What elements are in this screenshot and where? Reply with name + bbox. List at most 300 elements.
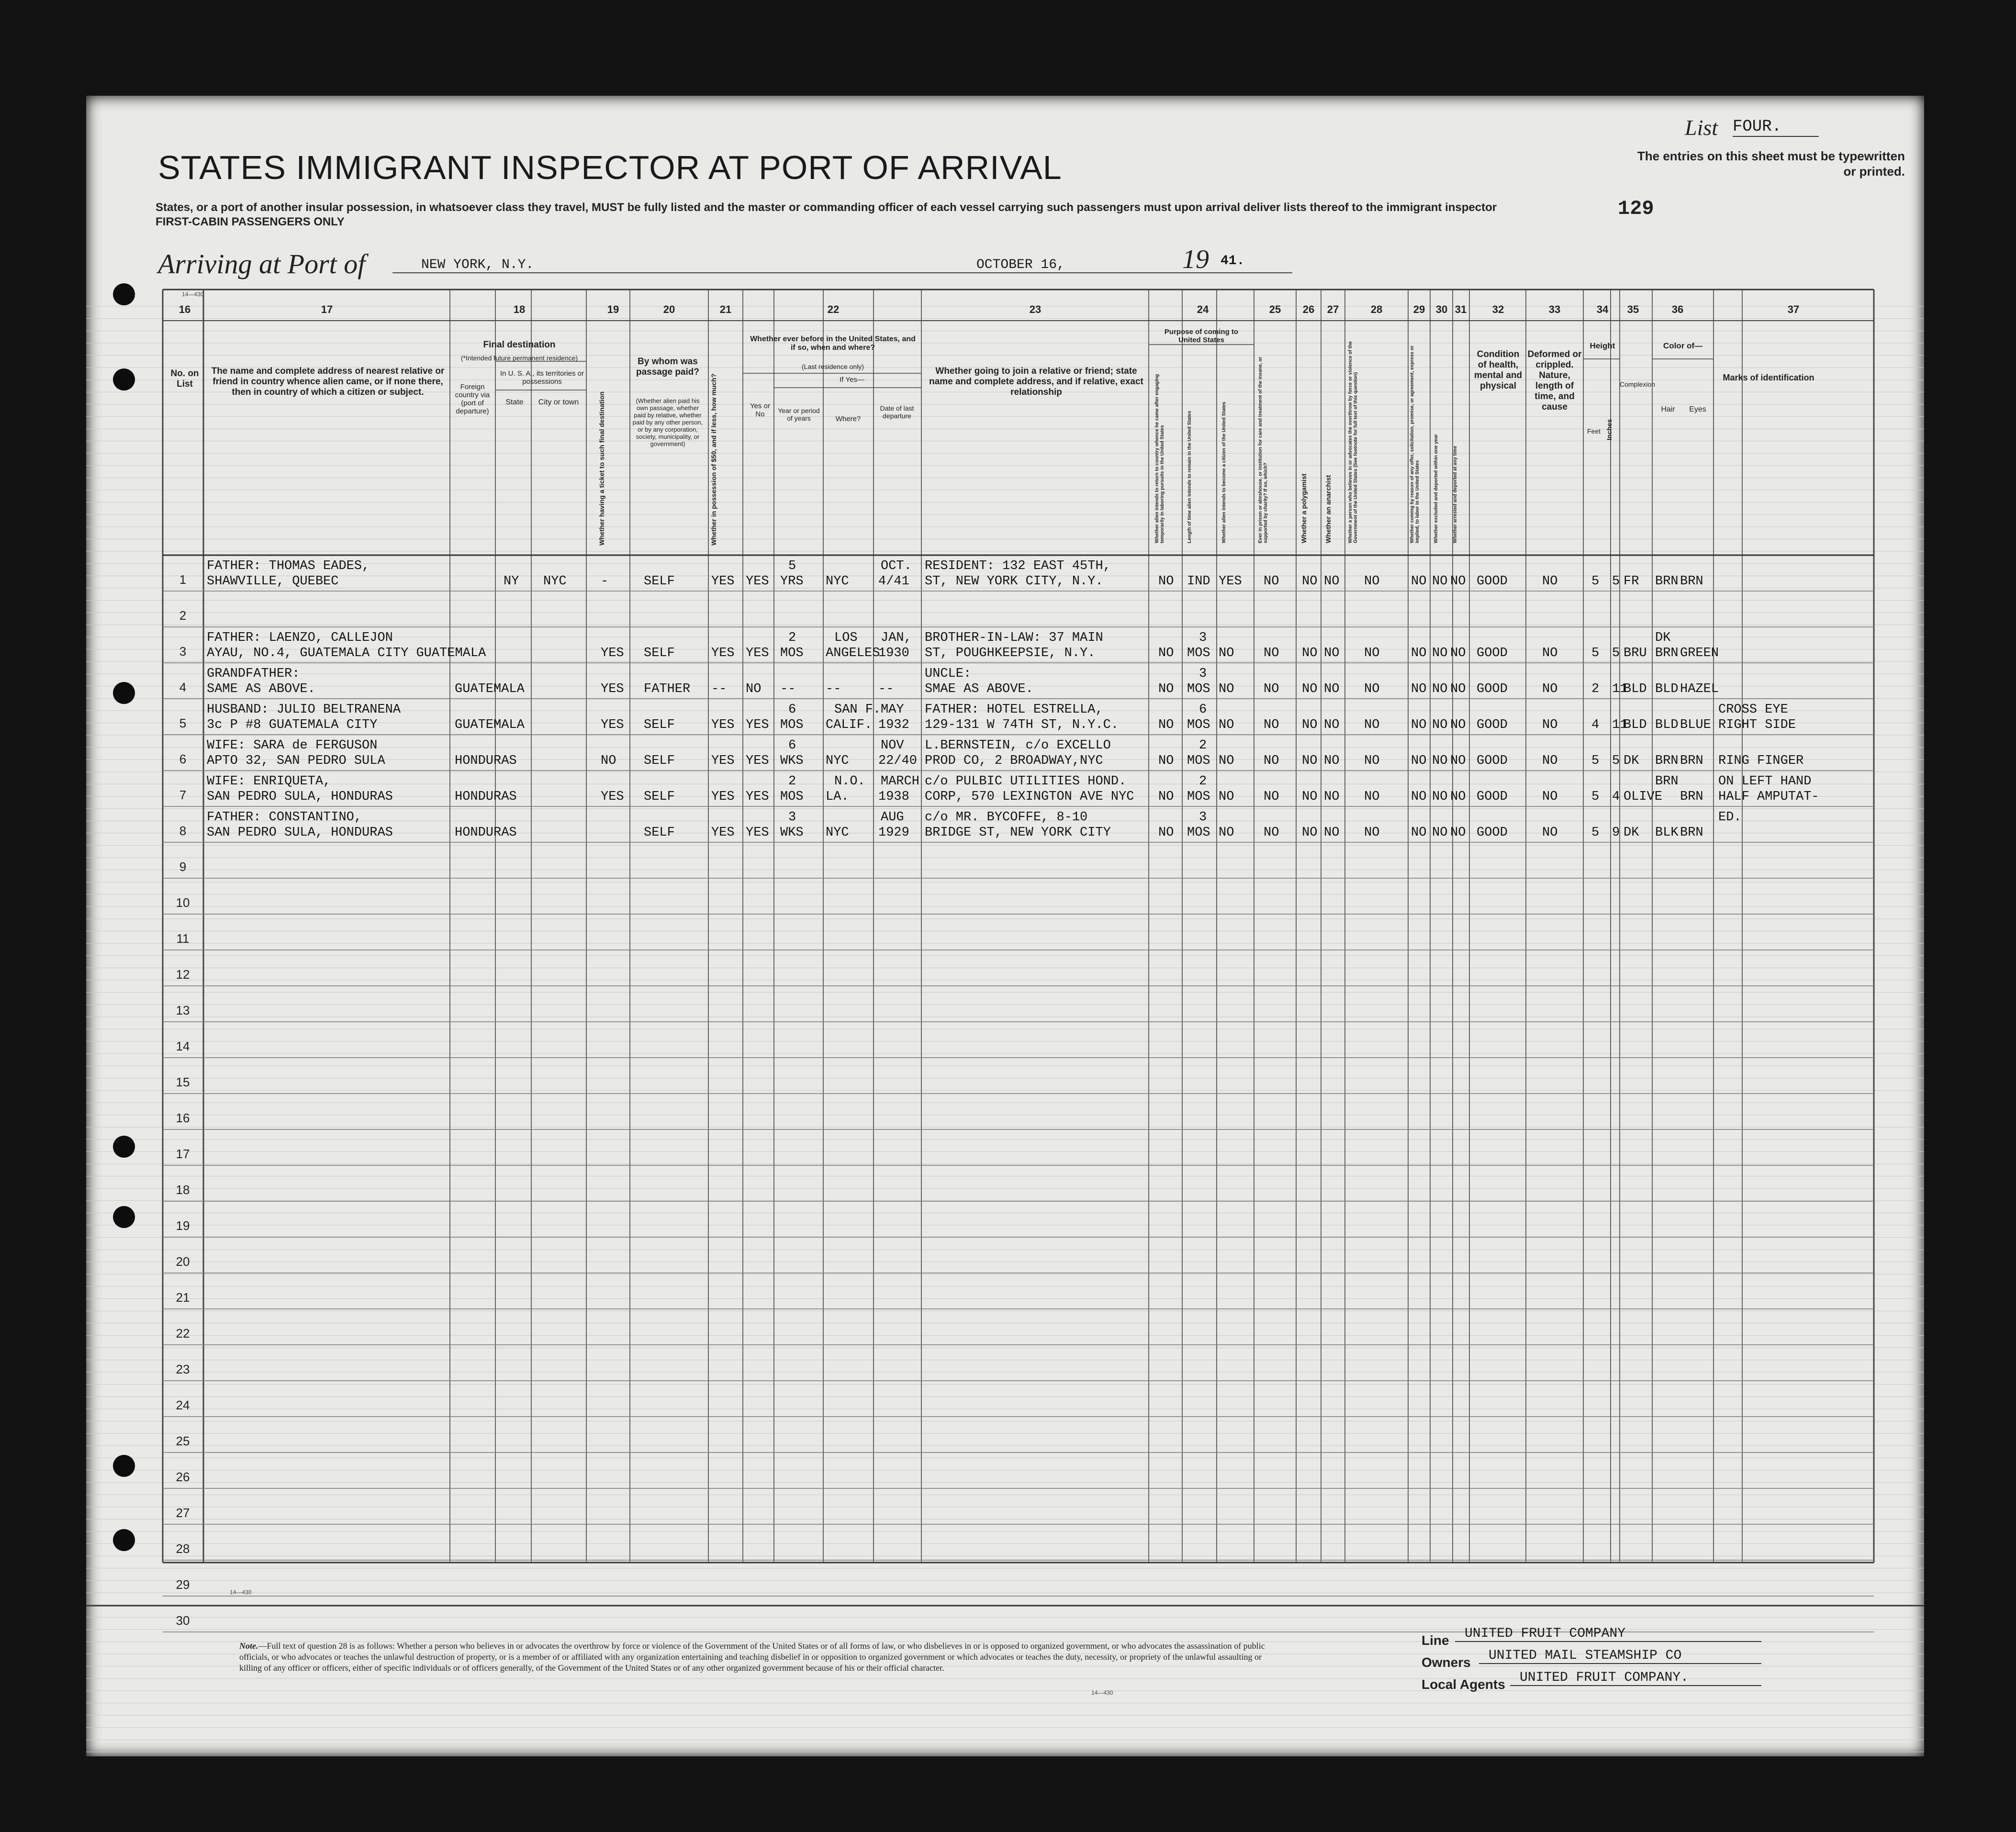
cell-ticket: YES — [601, 718, 624, 732]
cell-overthrow: NO — [1364, 718, 1380, 732]
cell-p-b-2: MOS — [1187, 646, 1210, 660]
hdr-ever-before-sub: (Last residence only) — [802, 363, 864, 370]
row-number: 29 — [176, 1577, 190, 1592]
cell-city: NYC — [543, 574, 567, 589]
cell-money: YES — [711, 646, 735, 660]
cell-excl: NO — [1432, 682, 1448, 696]
hdr-date-last-departure: Date of last departure — [880, 404, 914, 420]
cell-state: NY — [504, 574, 519, 589]
row-number: 6 — [179, 752, 187, 766]
cell-p-c: NO — [1219, 718, 1234, 732]
cell-hair-2: BRN — [1655, 754, 1679, 768]
row-number: 23 — [176, 1362, 190, 1376]
row-number: 19 — [176, 1218, 190, 1233]
cell-complexion: DK — [1624, 826, 1639, 840]
binder-hole — [113, 1136, 135, 1158]
cell-deformed: NO — [1542, 826, 1558, 840]
cell-hair-2: BLD — [1655, 718, 1679, 732]
row-number: 1 — [179, 572, 187, 587]
row-number: 22 — [176, 1326, 190, 1340]
hdr-ticket: Whether having a ticket to such final destination — [598, 391, 605, 546]
cell-p-c: YES — [1219, 574, 1242, 589]
cell-complexion: OLIVE — [1624, 790, 1663, 804]
hdr-yes-or-no: Yes or No — [750, 402, 770, 418]
row-number: 28 — [176, 1542, 190, 1556]
cell-inches: 11 — [1612, 682, 1628, 696]
colnum-16: 16 — [179, 303, 191, 315]
cell-overthrow: NO — [1364, 574, 1380, 589]
row-number: 11 — [176, 931, 190, 946]
cell-years-2: MOS — [780, 646, 804, 660]
cell-relative-1: WIFE: SARA de FERGUSON — [207, 738, 378, 753]
cell-join-1: FATHER: HOTEL ESTRELLA, — [925, 703, 1103, 717]
owners-label: Owners — [1422, 1655, 1471, 1670]
cell-where-2: LA. — [826, 790, 849, 804]
row-number: 30 — [176, 1613, 190, 1628]
cell-before: YES — [746, 826, 769, 840]
hdr-deformed: Deformed or crippled. Nature, length of time, and cause — [1527, 349, 1582, 412]
cell-deformed: NO — [1542, 790, 1558, 804]
cell-money: YES — [711, 826, 735, 840]
owners-value: UNITED MAIL STEAMSHIP CO — [1479, 1648, 1761, 1664]
cell-years-2: YRS — [780, 574, 804, 589]
row-number: 24 — [176, 1398, 190, 1412]
cell-p-c: NO — [1219, 790, 1234, 804]
cell-p-a: NO — [1158, 826, 1174, 840]
cell-date-2: 1938 — [878, 790, 909, 804]
cell-feet: 4 — [1591, 718, 1600, 732]
cell-paid: SELF — [644, 790, 675, 804]
cell-relative-1: WIFE: ENRIQUETA, — [207, 774, 331, 789]
row-number: 12 — [176, 967, 190, 982]
port-field: NEW YORK, N.Y. — [392, 257, 957, 273]
cell-p-b-2: MOS — [1187, 718, 1210, 732]
row-number: 5 — [179, 716, 187, 730]
cell-years-1: 6 — [788, 703, 796, 717]
cell-money: YES — [711, 574, 735, 589]
cell-complexion: BLD — [1624, 718, 1647, 732]
cell-years-1: 2 — [788, 774, 796, 789]
cell-years-1: 6 — [788, 738, 796, 753]
binder-hole — [113, 1529, 135, 1551]
cell-overthrow: NO — [1364, 754, 1380, 768]
binder-hole — [113, 369, 135, 391]
cell-hair-2: BRN — [1655, 574, 1679, 589]
hdr-eyes: Eyes — [1689, 405, 1706, 413]
hdr-height: Height — [1590, 341, 1615, 350]
cell-relative-1: FATHER: CONSTANTINO, — [207, 810, 362, 825]
cell-years-2: MOS — [780, 718, 804, 732]
cell-complexion: FR — [1624, 574, 1639, 589]
cell-health: GOOD — [1477, 826, 1508, 840]
cell-where-2: NYC — [826, 826, 849, 840]
cell-relative-2: APTO 32, SAN PEDRO SULA — [207, 754, 385, 768]
cell-date-1: MARCH — [881, 774, 920, 789]
row-number: 17 — [176, 1147, 190, 1161]
cell-where-1: LOS — [834, 631, 858, 645]
cell-marks-2: HALF AMPUTAT- — [1718, 790, 1819, 804]
row-number: 10 — [176, 895, 190, 910]
cell-p-b-1: 3 — [1199, 810, 1207, 825]
cell-p-a: NO — [1158, 790, 1174, 804]
cell-inches: 5 — [1612, 574, 1620, 589]
cell-money: YES — [711, 718, 735, 732]
colnum-23: 23 — [1029, 303, 1042, 315]
row-number: 21 — [176, 1290, 190, 1305]
colnum-36: 36 — [1671, 303, 1684, 315]
cell-eyes: HAZEL — [1680, 682, 1719, 696]
cell-arrest: NO — [1450, 646, 1466, 660]
cell-complexion: DK — [1624, 754, 1639, 768]
cell-date-1: OCT. — [881, 559, 912, 573]
hdr-overthrow: Whether a person who believes in or advocates the overthrow by force or violence of the Government of the United States (See footnote for full text of this question) — [1348, 341, 1358, 543]
cell-p-b-2: IND — [1187, 574, 1210, 589]
cell-polyg: NO — [1302, 646, 1318, 660]
arriving-label: Arriving at Port of — [158, 248, 366, 279]
entries-note: The entries on this sheet must be typewritten or printed. — [1637, 149, 1905, 179]
cell-marks-1: ON LEFT HAND — [1718, 774, 1812, 789]
cell-contract: NO — [1411, 754, 1427, 768]
row-number: 18 — [176, 1183, 190, 1197]
manifest-grid — [86, 96, 1924, 1756]
cell-where-2: -- — [826, 682, 841, 696]
cell-p-a: NO — [1158, 574, 1174, 589]
form-code-top: 14—430 — [182, 291, 204, 298]
cell-arrest: NO — [1450, 790, 1466, 804]
cell-years-2: WKS — [780, 826, 804, 840]
cell-years-1: 5 — [788, 559, 796, 573]
cell-p-a: NO — [1158, 754, 1174, 768]
cell-anarch: NO — [1324, 574, 1340, 589]
cell-foreign: HONDURAS — [455, 790, 517, 804]
row-number: 3 — [179, 644, 187, 659]
form-instructions: States, or a port of another insular possession, in whatsoever class they travel, MUST be fully listed and the master or commanding officer of each vessel carrying such passengers must upon arrival deliver lists thereof to the immigrant inspector — [156, 201, 1497, 214]
cell-hair-2: BLK — [1655, 826, 1679, 840]
cell-hair-1: BRN — [1655, 774, 1679, 789]
colnum-17: 17 — [321, 303, 333, 315]
cell-paid: SELF — [644, 646, 675, 660]
colnum-35: 35 — [1627, 303, 1639, 315]
row-number: 20 — [176, 1254, 190, 1269]
hdr-prison: Ever in prison or almshouse, or institution for care and treatment of the insane, or supported by charity? If so, which? — [1258, 357, 1268, 543]
cell-feet: 2 — [1591, 682, 1600, 696]
cell-hair-2: BRN — [1655, 646, 1679, 660]
cell-deformed: NO — [1542, 646, 1558, 660]
hdr-passage-paid: By whom was passage paid? — [636, 357, 699, 377]
hdr-arrested: Whether arrested and deported at any time — [1453, 446, 1458, 543]
cell-where-2: NYC — [826, 574, 849, 589]
hdr-polygamist: Whether a polygamist — [1300, 473, 1308, 543]
cell-join-1: L.BERNSTEIN, c/o EXCELLO — [925, 738, 1111, 753]
cell-relative-1: FATHER: THOMAS EADES, — [207, 559, 370, 573]
cell-hair-2: BLD — [1655, 682, 1679, 696]
cell-arrest: NO — [1450, 718, 1466, 732]
cell-join-1: c/o PULBIC UTILITIES HOND. — [925, 774, 1127, 789]
hdr-final-destination-sub: (*Intended future permanent residence) — [460, 354, 578, 362]
footnote-label: Note. — [239, 1641, 258, 1651]
cell-polyg: NO — [1302, 754, 1318, 768]
cell-health: GOOD — [1477, 682, 1508, 696]
row-number: 2 — [179, 608, 187, 623]
cell-before: YES — [746, 718, 769, 732]
cell-p-c: NO — [1219, 646, 1234, 660]
row-number: 13 — [176, 1003, 190, 1017]
cell-anarch: NO — [1324, 754, 1340, 768]
binder-hole — [113, 283, 135, 305]
cell-money: YES — [711, 790, 735, 804]
row-number: 15 — [176, 1075, 190, 1089]
cell-eyes: BRN — [1680, 574, 1703, 589]
cell-prison: NO — [1264, 574, 1279, 589]
hdr-nearest-relative: The name and complete address of nearest relative or friend in country whence alien came, or if none there, then in country of which a citizen or subject. — [211, 366, 445, 397]
cell-overthrow: NO — [1364, 826, 1380, 840]
footnote-text: —Full text of question 28 is as follows: Whether a person who believes in or advocates the overthrow by force or violence of the Government of the United States or of all forms of law, or who disbelieves in or is opposed to organized government, or who advocates the assassination of public officials, or who advocates or teaches the unlawful destruction of property, or is a member of or affiliated with any organization entertaining and teaching disbelief in or opposition to organized government or which advocates or teaches the duty, necessity, or propriety of the unlawful assaulting or killing of any officer or officers, either of specific individuals or of officers generally, of the Government of the United States or of any other organized government because of his or their official character. — [239, 1641, 1265, 1673]
cell-eyes: BRN — [1680, 826, 1703, 840]
binder-hole — [113, 1455, 135, 1477]
list-value: FOUR. — [1733, 118, 1819, 137]
cell-where-1: SAN F. — [834, 703, 881, 717]
hdr-no-on-list: No. on List — [170, 369, 199, 389]
cell-arrest: NO — [1450, 754, 1466, 768]
cell-contract: NO — [1411, 646, 1427, 660]
cell-inches: 4 — [1612, 790, 1620, 804]
cell-contract: NO — [1411, 790, 1427, 804]
cell-inches: 11 — [1612, 718, 1628, 732]
cell-money: YES — [711, 754, 735, 768]
row-number: 7 — [179, 788, 187, 802]
cell-join-2: ST, NEW YORK CITY, N.Y. — [925, 574, 1103, 589]
cell-foreign: GUATEMALA — [455, 682, 525, 696]
cell-relative-2: SHAWVILLE, QUEBEC — [207, 574, 339, 589]
cell-excl: NO — [1432, 718, 1448, 732]
cell-p-a: NO — [1158, 682, 1174, 696]
cell-marks-2: RIGHT SIDE — [1718, 718, 1796, 732]
cell-inches: 5 — [1612, 646, 1620, 660]
cell-prison: NO — [1264, 646, 1279, 660]
cell-years-1: 2 — [788, 631, 796, 645]
colnum-18: 18 — [513, 303, 526, 315]
cell-deformed: NO — [1542, 754, 1558, 768]
cell-feet: 5 — [1591, 646, 1600, 660]
cell-join-1: c/o MR. BYCOFFE, 8-10 — [925, 810, 1088, 825]
cell-feet: 5 — [1591, 754, 1600, 768]
colnum-22: 22 — [827, 303, 840, 315]
manifest-sheet — [86, 96, 1924, 1756]
binder-hole — [113, 682, 135, 704]
cell-date-2: -- — [878, 682, 894, 696]
cell-ticket: YES — [601, 646, 624, 660]
hdr-ever-before: Whether ever before in the United States, and if so, when and where? — [750, 335, 916, 352]
cell-prison: NO — [1264, 754, 1279, 768]
cell-polyg: NO — [1302, 682, 1318, 696]
hdr-labor-offer: Whether coming by reason of any offer, solicitation, promise, or agreement, express or implied, to labor in the United States — [1410, 346, 1420, 543]
cell-p-c: NO — [1219, 754, 1234, 768]
hdr-passage-paid-sub: (Whether alien paid his own passage, whether paid by relative, whether paid by any other person, or by any corporation, society, municipality, or government) — [632, 397, 703, 447]
cell-join-2: SMAE AS ABOVE. — [925, 682, 1033, 696]
cell-marks-1: ED. — [1718, 810, 1742, 825]
colnum-32: 32 — [1492, 303, 1504, 315]
cell-years-1: 3 — [788, 810, 796, 825]
cell-anarch: NO — [1324, 826, 1340, 840]
cell-p-b-2: MOS — [1187, 682, 1210, 696]
hdr-purpose-return: Whether alien intends to return to country whence he came after engaging temporarily in laboring pursuits in the United States — [1154, 374, 1165, 543]
hdr-in-usa: In U. S. A., its territories or possessions — [500, 369, 584, 386]
colnum-30: 30 — [1435, 303, 1448, 315]
cell-overthrow: NO — [1364, 790, 1380, 804]
hdr-city: City or town — [538, 398, 579, 406]
cell-ticket: - — [601, 574, 609, 589]
row-number: 9 — [179, 860, 187, 874]
cell-relative-1: HUSBAND: JULIO BELTRANENA — [207, 703, 401, 717]
colnum-34: 34 — [1596, 303, 1609, 315]
hdr-purpose-citizen: Whether alien intends to become a citizen of the United States — [1221, 402, 1227, 543]
cell-relative-2: SAN PEDRO SULA, HONDURAS — [207, 826, 393, 840]
cell-eyes: BLUE — [1680, 718, 1711, 732]
cell-date-1: MAY — [881, 703, 904, 717]
colnum-37: 37 — [1787, 303, 1800, 315]
cell-feet: 5 — [1591, 574, 1600, 589]
cell-relative-2: AYAU, NO.4, GUATEMALA CITY GUATEMALA — [207, 646, 486, 660]
cell-feet: 5 — [1591, 826, 1600, 840]
cell-contract: NO — [1411, 574, 1427, 589]
cell-date-2: 1929 — [878, 826, 909, 840]
cell-inches: 5 — [1612, 754, 1620, 768]
cell-paid: SELF — [644, 574, 675, 589]
cell-paid: FATHER — [644, 682, 691, 696]
cell-overthrow: NO — [1364, 682, 1380, 696]
row-number: 14 — [176, 1039, 190, 1053]
cell-join-2: 129-131 W 74TH ST, N.Y.C. — [925, 718, 1119, 732]
cell-excl: NO — [1432, 646, 1448, 660]
cell-years-2: MOS — [780, 790, 804, 804]
class-label: FIRST-CABIN PASSENGERS ONLY — [156, 215, 345, 228]
cell-p-b-2: MOS — [1187, 826, 1210, 840]
cell-health: GOOD — [1477, 754, 1508, 768]
cell-p-b-2: MOS — [1187, 754, 1210, 768]
cell-ticket: YES — [601, 682, 624, 696]
colnum-21: 21 — [719, 303, 732, 315]
form-code-middle: 14—430 — [230, 1589, 252, 1596]
cell-ticket: YES — [601, 790, 624, 804]
cell-prison: NO — [1264, 718, 1279, 732]
hdr-marks: Marks of identification — [1723, 373, 1814, 382]
hdr-where: Where? — [835, 415, 861, 423]
form-code-bottom: 14—430 — [1091, 1689, 1113, 1696]
cell-arrest: NO — [1450, 682, 1466, 696]
cell-excl: NO — [1432, 790, 1448, 804]
cell-health: GOOD — [1477, 790, 1508, 804]
cell-foreign: GUATEMALA — [455, 718, 525, 732]
cell-p-b-2: MOS — [1187, 790, 1210, 804]
cell-polyg: NO — [1302, 826, 1318, 840]
cell-p-c: NO — [1219, 682, 1234, 696]
cell-deformed: NO — [1542, 718, 1558, 732]
cell-join-2: ST, POUGHKEEPSIE, N.Y. — [925, 646, 1096, 660]
cell-where-2: ANGELES — [826, 646, 880, 660]
cell-prison: NO — [1264, 826, 1279, 840]
hdr-going-to-join: Whether going to join a relative or friend; state name and complete address, and if relative, exact relationship — [929, 366, 1143, 397]
cell-prison: NO — [1264, 682, 1279, 696]
cell-foreign: HONDURAS — [455, 754, 517, 768]
binder-hole — [113, 1206, 135, 1228]
cell-deformed: NO — [1542, 682, 1558, 696]
cell-marks-2: RING FINGER — [1718, 754, 1804, 768]
cell-health: GOOD — [1477, 646, 1508, 660]
cell-arrest: NO — [1450, 826, 1466, 840]
cell-join-2: PROD CO, 2 BROADWAY,NYC — [925, 754, 1103, 768]
page-number: 129 — [1618, 197, 1654, 220]
cell-before: YES — [746, 646, 769, 660]
cell-where-1: N.O. — [834, 774, 865, 789]
colnum-25: 25 — [1269, 303, 1281, 315]
hdr-fifty-dollars: Whether in possession of $50, and if less, how much? — [710, 373, 717, 546]
cell-eyes: GREEN — [1680, 646, 1719, 660]
colnum-24: 24 — [1197, 303, 1209, 315]
row-number: 26 — [176, 1470, 190, 1484]
hdr-feet: Feet — [1587, 427, 1601, 435]
colnum-29: 29 — [1413, 303, 1425, 315]
cell-excl: NO — [1432, 574, 1448, 589]
row-number: 8 — [179, 824, 187, 838]
cell-inches: 9 — [1612, 826, 1620, 840]
cell-years-2: WKS — [780, 754, 804, 768]
cell-health: GOOD — [1477, 574, 1508, 589]
cell-anarch: NO — [1324, 682, 1340, 696]
cell-relative-1: FATHER: LAENZO, CALLEJON — [207, 631, 393, 645]
date-field: OCTOBER 16, — [948, 257, 1292, 273]
cell-paid: SELF — [644, 718, 675, 732]
cell-arrest: NO — [1450, 574, 1466, 589]
cell-date-2: 22/40 — [878, 754, 918, 768]
cell-excl: NO — [1432, 754, 1448, 768]
cell-contract: NO — [1411, 718, 1427, 732]
colnum-26: 26 — [1302, 303, 1315, 315]
cell-years-2: -- — [780, 682, 796, 696]
cell-marks-1: CROSS EYE — [1718, 703, 1788, 717]
agents-label: Local Agents — [1422, 1677, 1505, 1692]
cell-paid: SELF — [644, 826, 675, 840]
hdr-final-destination: Final destination — [483, 340, 556, 350]
colnum-27: 27 — [1327, 303, 1339, 315]
hdr-purpose-length: Length of time alien intends to remain in the United States — [1187, 411, 1192, 543]
cell-hair-1: DK — [1655, 631, 1671, 645]
footnote — [239, 1641, 1273, 1674]
cell-p-b-1: 2 — [1199, 738, 1207, 753]
cell-deformed: NO — [1542, 574, 1558, 589]
cell-eyes: BRN — [1680, 754, 1703, 768]
row-number: 25 — [176, 1434, 190, 1448]
hdr-color: Color of— — [1663, 341, 1703, 350]
hdr-year-period: Year or period of years — [778, 407, 820, 422]
colnum-31: 31 — [1455, 303, 1467, 315]
cell-p-a: NO — [1158, 718, 1174, 732]
cell-p-b-1: 3 — [1199, 631, 1207, 645]
cell-polyg: NO — [1302, 574, 1318, 589]
cell-ticket: NO — [601, 754, 616, 768]
hdr-purpose: Purpose of coming to United States — [1164, 328, 1239, 344]
line-label: Line — [1422, 1633, 1449, 1648]
cell-complexion: BRU — [1624, 646, 1647, 660]
cell-prison: NO — [1264, 790, 1279, 804]
cell-date-2: 4/41 — [878, 574, 909, 589]
cell-p-b-1: 2 — [1199, 774, 1207, 789]
colnum-20: 20 — [663, 303, 675, 315]
cell-before: YES — [746, 754, 769, 768]
hdr-if-yes: If Yes— — [840, 376, 864, 384]
row-number: 4 — [179, 680, 187, 694]
year-suffix: 41. — [1221, 254, 1245, 268]
line-value: UNITED FRUIT COMPANY — [1455, 1626, 1761, 1642]
